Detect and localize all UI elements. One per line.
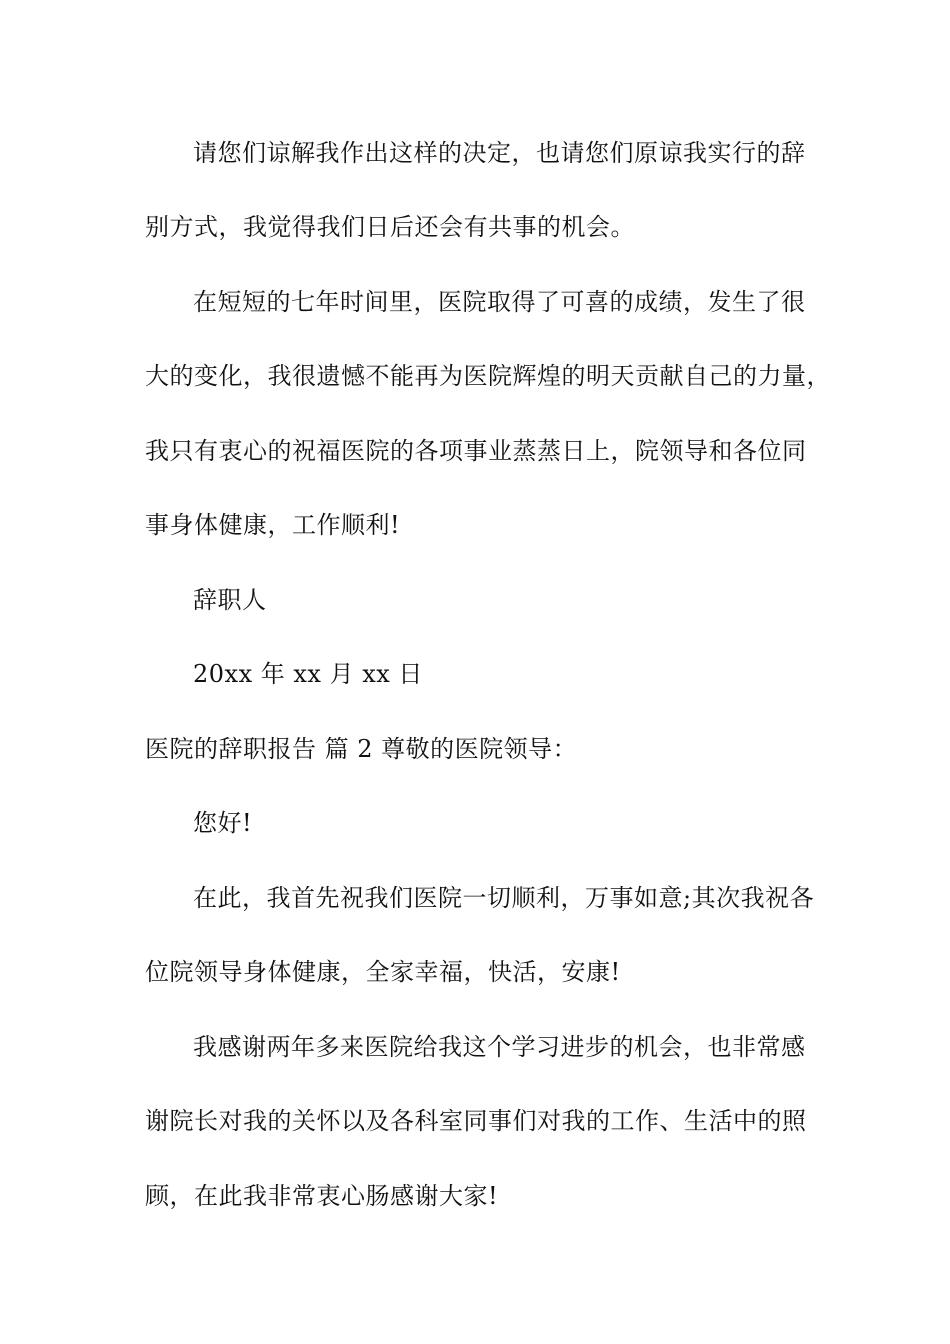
paragraph-line: 请您们谅解我作出这样的决定，也请您们原谅我实行的辞 <box>193 139 806 167</box>
paragraph-line: 在短短的七年时间里，医院取得了可喜的成绩，发生了很 <box>193 288 806 316</box>
section-heading: 医院的辞职报告 篇 2 尊敬的医院领导： <box>145 735 578 763</box>
paragraph-line: 顾，在此我非常衷心肠感谢大家! <box>145 1182 499 1210</box>
paragraph-line: 我只有衷心的祝福医院的各项事业蒸蒸日上，院领导和各位同 <box>145 437 807 465</box>
paragraph-line: 别方式，我觉得我们日后还会有共事的机会。 <box>145 213 635 241</box>
date-line: 20xx 年 xx 月 xx 日 <box>193 660 423 688</box>
paragraph-line: 大的变化，我很遗憾不能再为医院辉煌的明天贡献自己的力量， <box>145 362 831 390</box>
greeting-line: 您好! <box>193 809 253 837</box>
signature-label: 辞职人 <box>193 586 267 614</box>
paragraph-line: 事身体健康，工作顺利! <box>145 511 401 539</box>
paragraph-line: 在此，我首先祝我们医院一切顺利，万事如意;其次我祝各 <box>193 884 815 912</box>
paragraph-line: 谢院长对我的关怀以及各科室同事们对我的工作、生活中的照 <box>145 1107 807 1135</box>
paragraph-line: 我感谢两年多来医院给我这个学习进步的机会，也非常感 <box>193 1033 806 1061</box>
paragraph-line: 位院领导身体健康，全家幸福，快活，安康! <box>145 958 621 986</box>
